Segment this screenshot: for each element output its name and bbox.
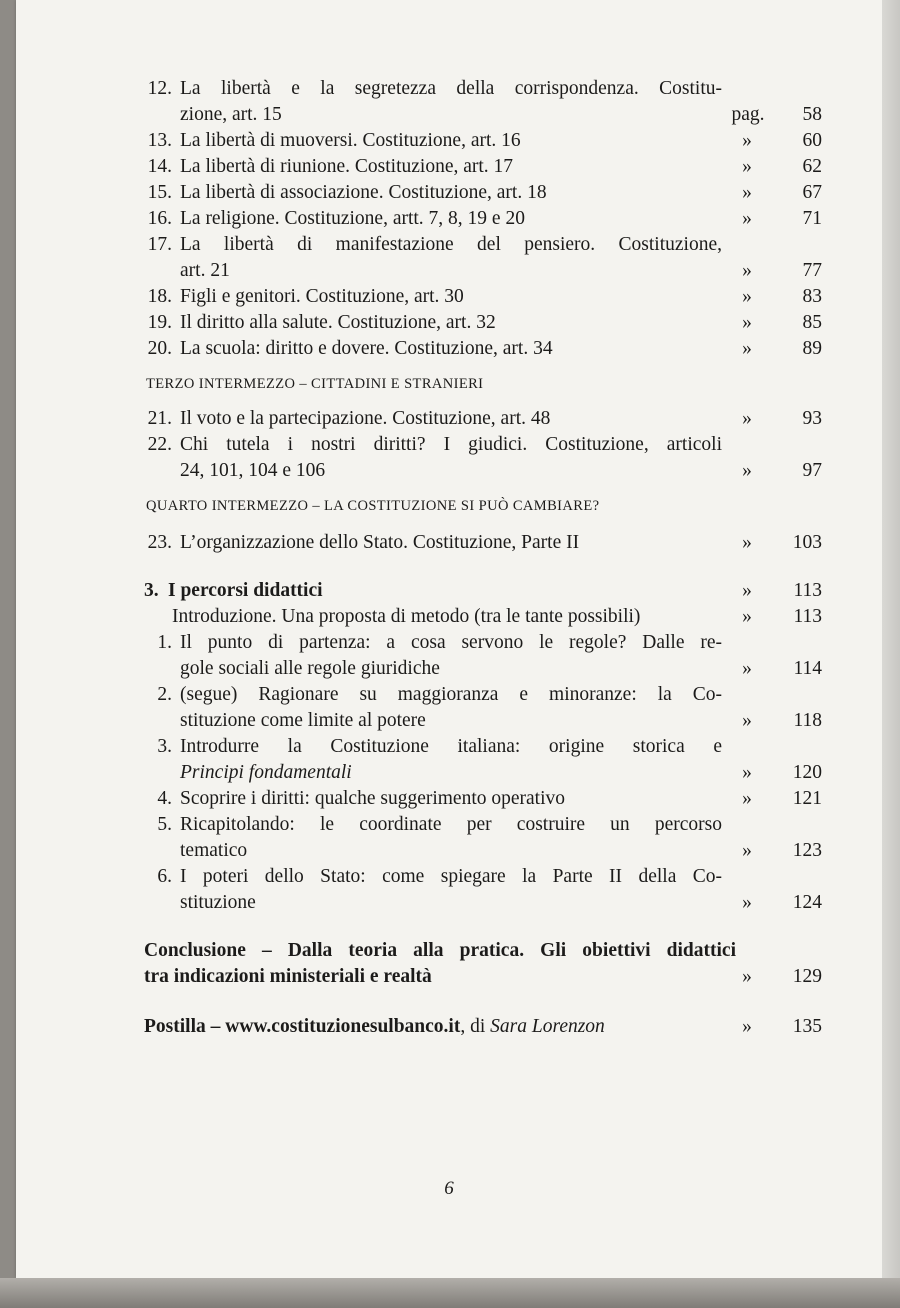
entry-number: 4. [157,788,172,809]
toc-group-c [144,530,822,556]
page-marker: » [742,260,752,281]
postilla-entry [144,1014,822,1040]
toc-section-3 [144,578,822,916]
entry-title-line: 24, 101, 104 e 106 [180,460,326,481]
entry-title-line: Chi tutela i nostri diritti? I giudici. Costituzione, articoli [180,434,722,455]
scan-edge-right [882,0,900,1290]
page-marker: » [742,966,752,987]
entry-number: 3. [157,736,172,757]
entry-number: 18. [147,286,172,307]
page [16,0,882,1278]
entry-number: 5. [157,814,172,835]
page-marker: » [742,208,752,229]
page-marker: » [742,788,752,809]
page-ref: 113 [793,580,822,601]
page-ref: 124 [792,892,822,913]
toc-entry-18 [144,284,822,310]
entry-number: 23. [147,532,172,553]
page-marker: » [742,1016,752,1037]
conclusion-title-line: tra indicazioni ministeriali e realtà [144,966,432,987]
section-number: 3. [144,580,159,601]
entry-title-line: La libertà e la segretezza della corrispondenza. Costitu- [180,78,722,99]
page-ref: 89 [802,338,822,359]
toc-entry-d5 [144,812,822,864]
page-ref: 135 [792,1016,822,1037]
section-heading-terzo-intermezzo: TERZO INTERMEZZO – CITTADINI E STRANIERI [146,376,484,392]
page-ref: 83 [802,286,822,307]
page-ref: 121 [792,788,822,809]
page-marker: » [742,312,752,333]
toc-entry-15 [144,180,822,206]
toc-entry-introduzione [144,604,822,630]
toc-group-b [144,406,822,484]
toc-entry-14 [144,154,822,180]
page-ref: 67 [802,182,822,203]
toc-entry-20 [144,336,822,362]
page-ref: 123 [792,840,822,861]
toc-entry-22 [144,432,822,484]
page-marker: » [742,156,752,177]
entry-number: 13. [147,130,172,151]
page-marker: » [742,532,752,553]
toc-postilla [144,1014,822,1040]
toc-conclusion [144,938,822,990]
entry-title-line: gole sociali alle regole giuridiche [180,658,440,679]
entry-title-line: Il voto e la partecipazione. Costituzione, art. 48 [180,408,551,429]
page-ref: 129 [792,966,822,987]
page-marker: » [742,658,752,679]
page-ref: 60 [802,130,822,151]
toc-entry-12 [144,76,822,128]
toc-entry-17 [144,232,822,284]
page-ref: 71 [802,208,822,229]
page-ref: 120 [792,762,822,783]
entry-title-line: stituzione [180,892,256,913]
page-ref: 77 [802,260,822,281]
entry-title-line: I poteri dello Stato: come spiegare la Parte II della Co- [180,866,722,887]
entry-number: 21. [147,408,172,429]
toc-group-a [144,76,822,362]
entry-title-line: La religione. Costituzione, artt. 7, 8, 19 e 20 [180,208,525,229]
page-marker: » [742,762,752,783]
page-ref: 62 [802,156,822,177]
scan-edge-bottom [0,1278,900,1308]
entry-number: 19. [147,312,172,333]
entry-title-line: Introdurre la Costituzione italiana: origine storica e [180,736,722,757]
entry-title-line: Figli e genitori. Costituzione, art. 30 [180,286,464,307]
entry-title-line: (segue) Ragionare su maggioranza e minoranze: la Co- [180,684,722,705]
entry-title-line: stituzione come limite al potere [180,710,426,731]
entry-title-line: Ricapitolando: le coordinate per costruire un percorso [180,814,722,835]
entry-title-line: La libertà di associazione. Costituzione, art. 18 [180,182,547,203]
page-ref: 85 [802,312,822,333]
entry-title-line: Principi fondamentali [180,762,352,783]
page-marker: » [742,338,752,359]
page-ref: 97 [802,460,822,481]
table-of-contents [144,76,822,1040]
conclusion-entry [144,938,822,990]
section-title: I percorsi didattici [168,580,323,601]
entry-number: 22. [147,434,172,455]
section-heading-quarto-intermezzo: QUARTO INTERMEZZO – LA COSTITUZIONE SI PUÒ CAMBIARE? [146,498,600,514]
entry-title-line: La scuola: diritto e dovere. Costituzione, art. 34 [180,338,553,359]
conclusion-title-line: Conclusione – Dalla teoria alla pratica. Gli obiettivi didattici [144,940,736,961]
entry-title-line: Il punto di partenza: a cosa servono le regole? Dalle re- [180,632,722,653]
toc-entry-d3 [144,734,822,786]
entry-number: 15. [147,182,172,203]
postilla-author: Sara Lorenzon [490,1016,605,1037]
entry-title-line: art. 21 [180,260,230,281]
entry-title-line: zione, art. 15 [180,104,282,125]
entry-title-line: La libertà di manifestazione del pensiero. Costituzione, [180,234,722,255]
page-number: 6 [444,1178,454,1199]
section-3-title-row [144,578,822,604]
entry-number: 2. [157,684,172,705]
page-marker: » [742,130,752,151]
page-marker: » [742,286,752,307]
page-marker: » [742,182,752,203]
toc-entry-d6 [144,864,822,916]
page-marker: » [742,606,752,627]
page-ref: 103 [792,532,822,553]
page-marker: pag. [731,104,765,125]
entry-title-line: La libertà di muoversi. Costituzione, art. 16 [180,130,521,151]
entry-number: 12. [147,78,172,99]
entry-number: 20. [147,338,172,359]
page-marker: » [742,840,752,861]
postilla-title: Postilla – www.costituzionesulbanco.it [144,1016,461,1037]
page-ref: 93 [802,408,822,429]
toc-entry-d4 [144,786,822,812]
entry-title-line: Scoprire i diritti: qualche suggerimento operativo [180,788,566,809]
page-marker: » [742,710,752,731]
page-marker: » [742,892,752,913]
entry-number: 17. [147,234,172,255]
toc-entry-d1 [144,630,822,682]
page-ref: 114 [793,658,822,679]
entry-title-line: La libertà di riunione. Costituzione, art. 17 [180,156,514,177]
entry-number: 6. [157,866,172,887]
postilla-separator: , di [460,1016,491,1037]
page-marker: » [742,460,752,481]
page-ref: 118 [793,710,822,731]
toc-entry-16 [144,206,822,232]
page-marker: » [742,408,752,429]
page-ref: 58 [802,104,822,125]
entry-title-line: L’organizzazione dello Stato. Costituzione, Parte II [180,532,580,553]
entry-number: 1. [157,632,172,653]
page-marker: » [742,580,752,601]
toc-entry-d2 [144,682,822,734]
toc-entry-19 [144,310,822,336]
entry-number: 14. [147,156,172,177]
entry-title-line: Introduzione. Una proposta di metodo (tra le tante possibili) [172,606,641,627]
entry-title-line: Il diritto alla salute. Costituzione, art. 32 [180,312,496,333]
entry-number: 16. [147,208,172,229]
toc-entry-23 [144,530,822,556]
page-ref: 113 [793,606,822,627]
toc-entry-13 [144,128,822,154]
entry-title-line: tematico [180,840,248,861]
toc-entry-21 [144,406,822,432]
